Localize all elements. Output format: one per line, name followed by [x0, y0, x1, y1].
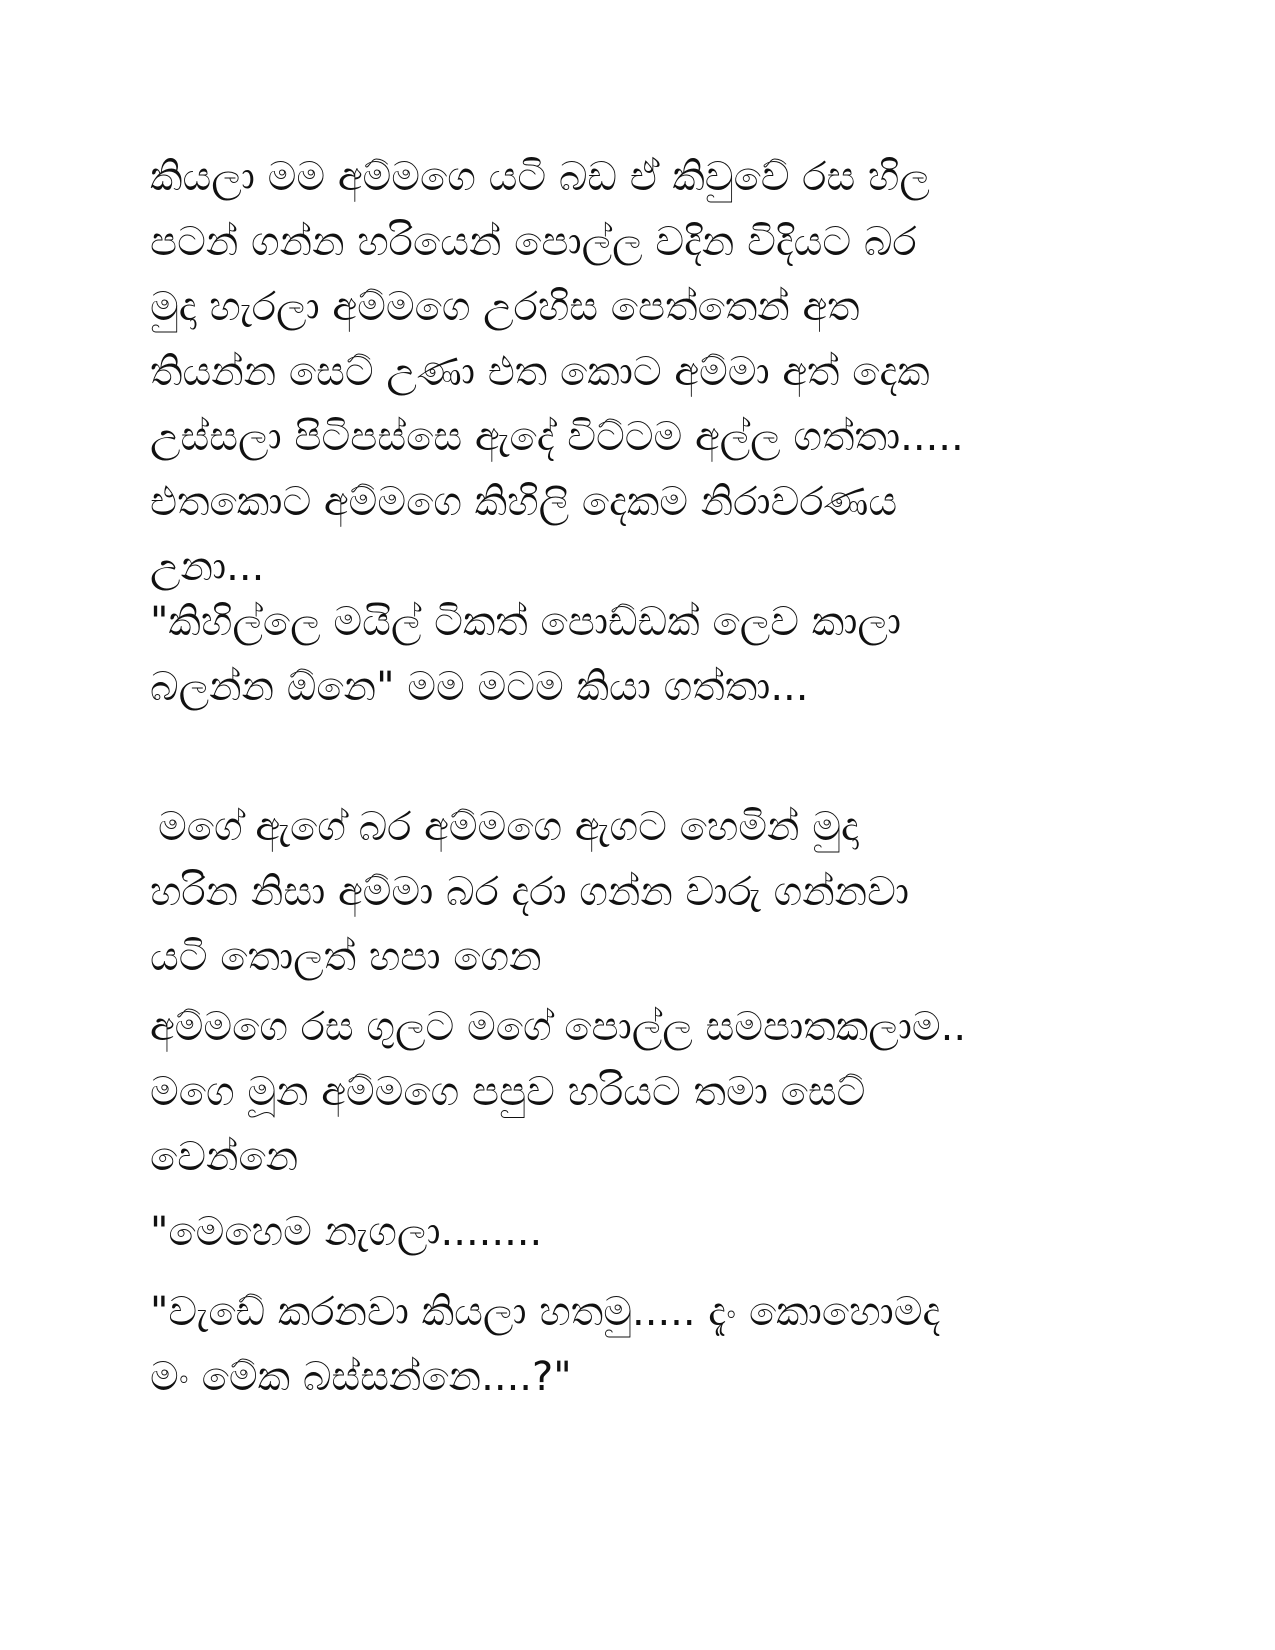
text-line: යටි තොලත් හපා ගෙන — [150, 934, 542, 980]
text-line: වෙන්නෙ — [150, 1134, 299, 1180]
text-line: "වැඩේ කරනවා කියලා හතමු..... දැං කොහොමද — [150, 1289, 941, 1335]
text-line: තියන්න සෙට් උණා එත කොට අම්මා අත් දෙක — [150, 349, 930, 395]
text-line: මගෙ මූන අම්මගෙ පපුව හරියට තමා සෙට් — [150, 1069, 866, 1115]
text-line: මගේ ඇගේ බර අම්මගෙ ඇගට හෙමින් මුදා — [158, 804, 859, 850]
text-line: "කිහිල්ලෙ මයිල් ටිකත් පොඩ්ඩක් ලෙව කාලා — [150, 599, 902, 645]
text-line: පටන් ගන්න හරියෙන් පොල්ල වදින විදියට බර — [150, 219, 917, 265]
text-line: මං මේක බස්සන්නෙ....?" — [150, 1354, 572, 1400]
text-line: අම්මගෙ රස ගුලට මගේ පොල්ල සමපාතකලාම.. — [150, 1004, 967, 1050]
paragraph-5 — [150, 1200, 1100, 1265]
text-line: මුදා හැරලා අම්මගෙ උරහිස පෙත්තෙන් අත — [150, 284, 860, 330]
paragraph-4 — [150, 995, 1100, 1190]
text-line: බලන්න ඕනෙ" මම මටම කියා ගත්තා... — [150, 664, 809, 710]
paragraph-1 — [150, 145, 1100, 600]
paragraph-3 — [150, 795, 1100, 990]
text-line: උස්සලා පිටිපස්සෙ ඇදේ විට්ටම අල්ල ගත්තා..... — [150, 414, 964, 460]
text-line: කියලා මම අම්මගෙ යටි බඩ ඒ කිවුවේ රස හිල — [150, 154, 930, 200]
paragraph-6 — [150, 1280, 1100, 1410]
text-line: උනා... — [150, 544, 265, 590]
text-line: එතකොට අම්මගෙ කිහිලි දෙකම නිරාවරණය — [150, 479, 898, 525]
text-line: "මෙහෙම නැගලා........ — [150, 1209, 543, 1255]
text-line: හරින නිසා අම්මා බර දරා ගන්න වාරු ගන්නවා — [150, 869, 910, 915]
paragraph-2 — [150, 590, 1100, 720]
